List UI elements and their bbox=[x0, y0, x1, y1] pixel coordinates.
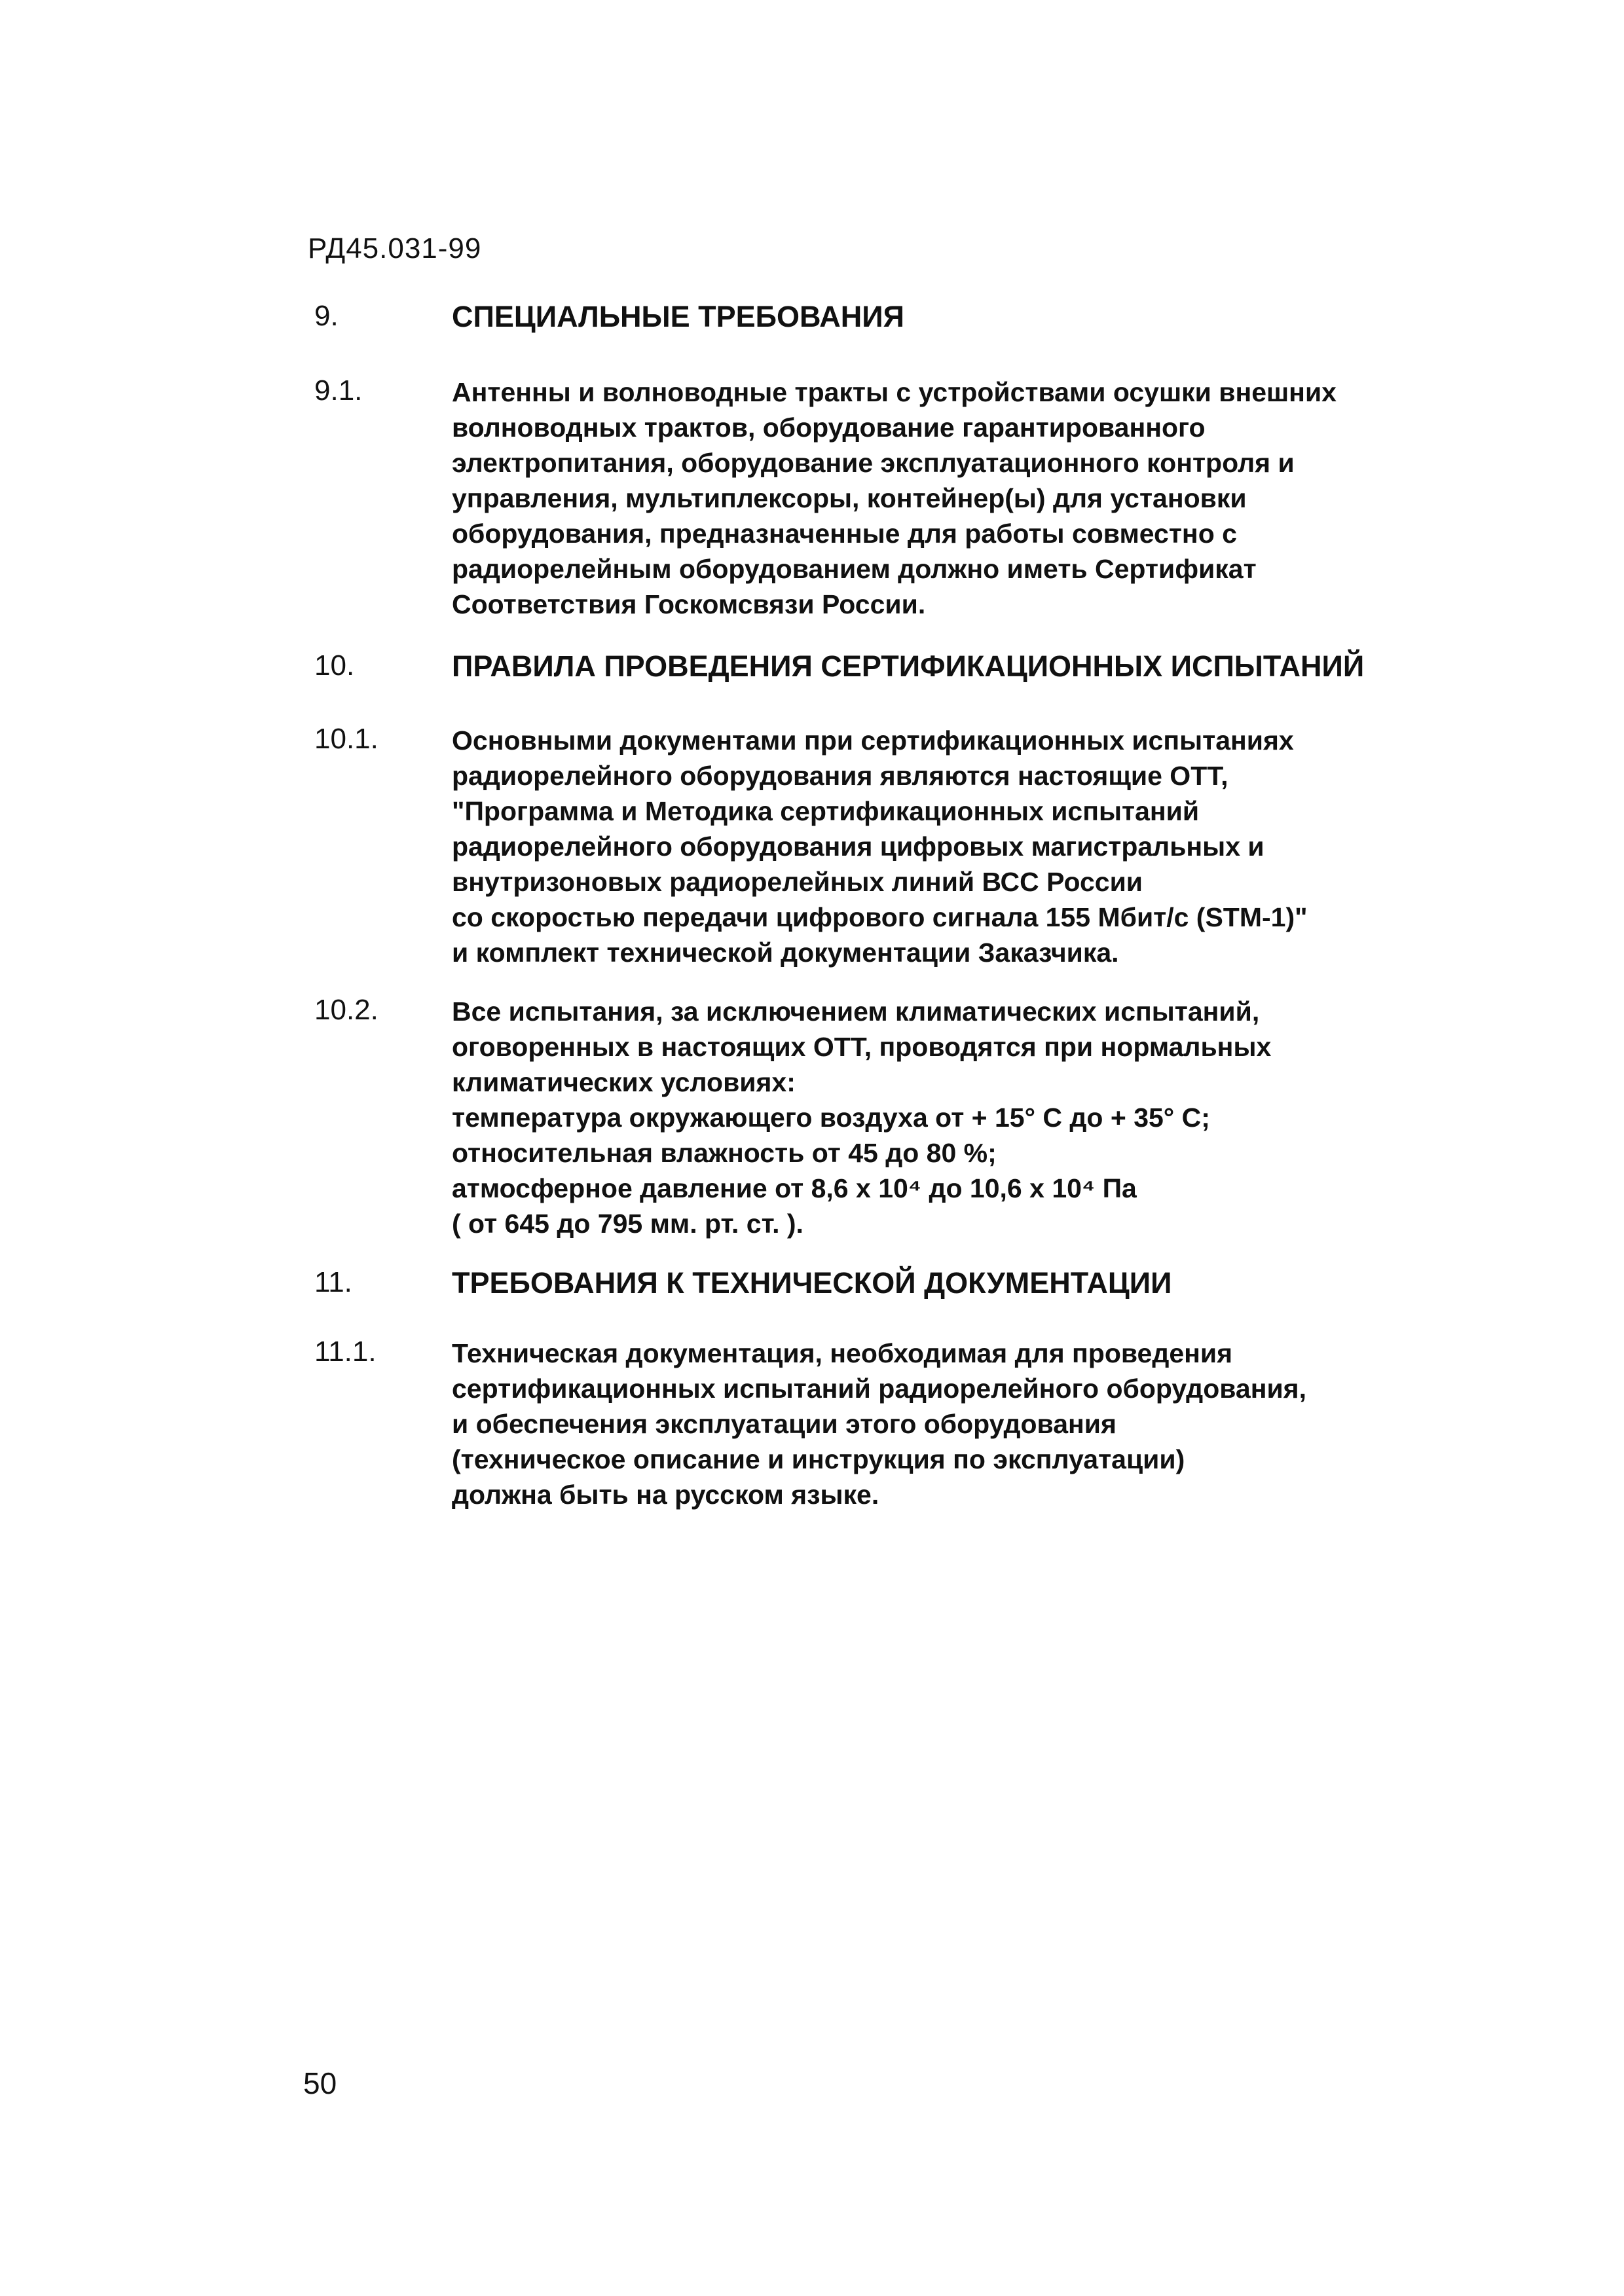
clause-number: 10.2. bbox=[314, 994, 378, 1026]
text-line: Все испытания, за исключением климатических испытаний, bbox=[452, 996, 1260, 1027]
text-line: "Программа и Методика сертификационных испытаний bbox=[452, 796, 1200, 826]
text-line: внутризоновых радиорелейных линий ВСС России bbox=[452, 867, 1143, 897]
text-line: Соответствия Госкомсвязи России. bbox=[452, 589, 926, 619]
text-line: радиорелейного оборудования цифровых магистральных и bbox=[452, 831, 1264, 862]
clause-text bbox=[452, 723, 1308, 970]
text-line: Техническая документация, необходимая для проведения bbox=[452, 1338, 1233, 1368]
text-line: электропитания, оборудование эксплуатационного контроля и bbox=[452, 448, 1295, 478]
text-line: относительная влажность от 45 до 80 %; bbox=[452, 1138, 997, 1168]
clause-text bbox=[452, 374, 1337, 622]
text-line: сертификационных испытаний радиорелейного оборудования, bbox=[452, 1374, 1306, 1404]
text-line: Основными документами при сертификационных испытаниях bbox=[452, 725, 1294, 756]
section-number: 10. bbox=[314, 649, 355, 682]
text-line: климатических условиях: bbox=[452, 1067, 796, 1097]
text-line: (техническое описание и инструкция по эксплуатации) bbox=[452, 1444, 1185, 1474]
text-line: должна быть на русском языке. bbox=[452, 1480, 879, 1510]
text-line: и комплект технической документации Заказчика. bbox=[452, 938, 1119, 968]
clause-text bbox=[452, 994, 1271, 1241]
section-heading: ПРАВИЛА ПРОВЕДЕНИЯ СЕРТИФИКАЦИОННЫХ ИСПЫТАНИЙ bbox=[452, 649, 1365, 683]
text-line: атмосферное давление от 8,6 х 10⁴ до 10,6 х 10⁴ Па bbox=[452, 1173, 1137, 1203]
clause-text bbox=[452, 1336, 1306, 1512]
text-line: оговоренных в настоящих ОТТ, проводятся при нормальных bbox=[452, 1032, 1272, 1062]
text-line: волноводных трактов, оборудование гарантированного bbox=[452, 412, 1206, 443]
text-line: ( от 645 до 795 мм. рт. ст. ). bbox=[452, 1209, 803, 1239]
text-line: температура окружающего воздуха от + 15° С до + 35° С; bbox=[452, 1102, 1210, 1133]
section-heading: ТРЕБОВАНИЯ К ТЕХНИЧЕСКОЙ ДОКУМЕНТАЦИИ bbox=[452, 1266, 1172, 1300]
text-line: оборудования, предназначенные для работы совместно с bbox=[452, 519, 1237, 549]
document-code: РД45.031-99 bbox=[308, 232, 482, 264]
section-number: 11. bbox=[314, 1266, 352, 1298]
text-line: радиорелейным оборудованием должно иметь Сертификат bbox=[452, 554, 1257, 584]
text-line: радиорелейного оборудования являются настоящие ОТТ, bbox=[452, 761, 1228, 791]
text-line: со скоростью передачи цифрового сигнала 155 Мбит/с (STM-1)" bbox=[452, 902, 1308, 932]
section-number: 9. bbox=[314, 300, 339, 332]
page-number: 50 bbox=[303, 2066, 337, 2100]
text-line: Антенны и волноводные тракты с устройствами осушки внешних bbox=[452, 377, 1337, 407]
text-line: управления, мультиплексоры, контейнер(ы) для установки bbox=[452, 483, 1247, 513]
clause-number: 11.1. bbox=[314, 1336, 377, 1368]
clause-number: 9.1. bbox=[314, 374, 363, 407]
section-heading: СПЕЦИАЛЬНЫЕ ТРЕБОВАНИЯ bbox=[452, 300, 904, 333]
clause-number: 10.1. bbox=[314, 723, 378, 755]
text-line: и обеспечения эксплуатации этого оборудования bbox=[452, 1409, 1116, 1439]
